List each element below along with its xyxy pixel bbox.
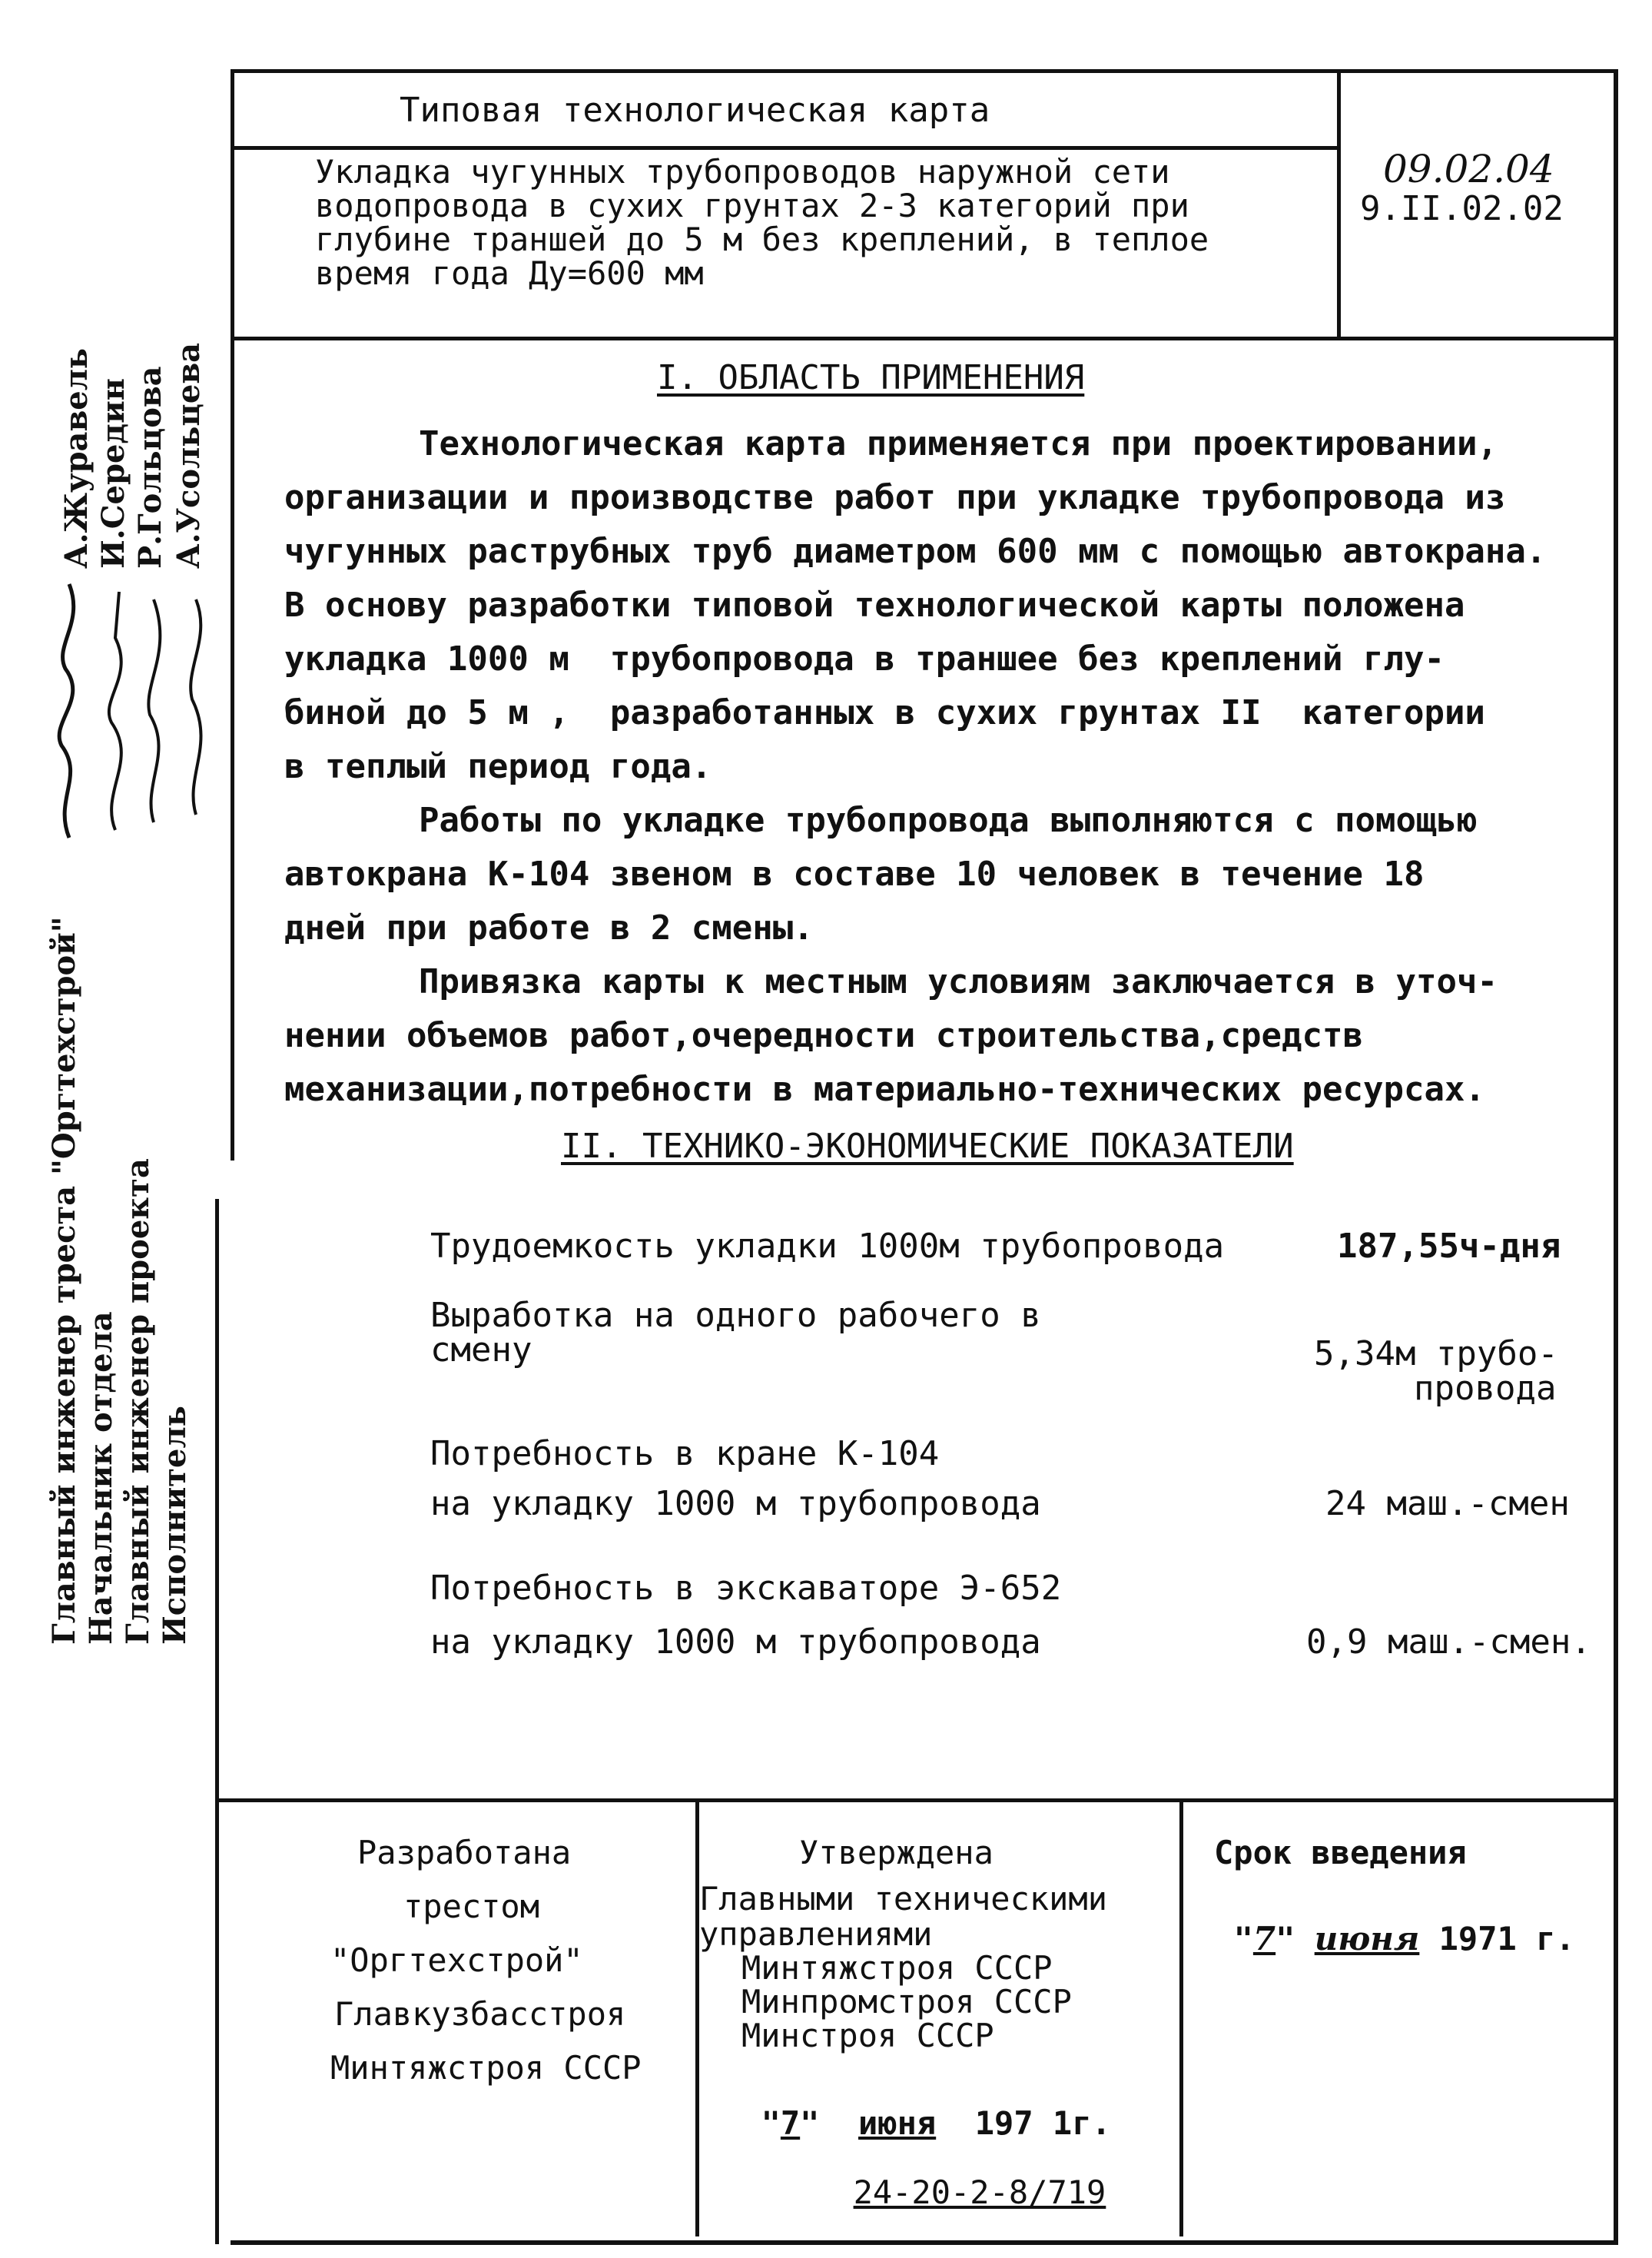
effective-date-year: 1971 г. <box>1438 1920 1575 1957</box>
signature-1-stroke <box>59 584 74 838</box>
frame-left-bottom <box>215 1199 219 2244</box>
frame-left-top <box>231 69 234 1161</box>
footer-top <box>215 1798 1614 1802</box>
approved-number <box>814 2144 1106 2209</box>
section2-heading: II. ТЕХНИКО-ЭКОНОМИЧЕСКИЕ ПОКАЗАТЕЛИ <box>561 1127 1294 1166</box>
effective-date <box>1195 1891 1575 1955</box>
section1-line-2: организации и производстве работ при укладке трубопровода из <box>284 478 1506 517</box>
effective-date-day: 7 <box>1252 1920 1276 1957</box>
approved-date-open-quote: " <box>761 2104 781 2142</box>
effective-date-gap <box>1419 1920 1438 1957</box>
indicator-value-1: 187,55ч-дня <box>1337 1227 1561 1266</box>
effective-label: Срок введения <box>1214 1834 1467 1871</box>
indicator-value-3: 24 маш.-смен <box>1325 1484 1570 1523</box>
subtitle-line-4: время года Ду=600 мм <box>315 254 704 292</box>
signature-title-4: Исполнитель <box>157 1406 193 1645</box>
signature-title-2: Начальник отдела <box>83 1311 119 1645</box>
approved-date-close-quote: " <box>800 2104 859 2142</box>
approved-line-4: Минтяжстроя СССР <box>741 1949 1053 1987</box>
signature-name-4: А.Усольцева <box>171 342 207 569</box>
signature-name-2: И.Середин <box>95 377 131 569</box>
effective-date-open-quote: " <box>1233 1920 1253 1957</box>
footer-divider-2 <box>1179 1798 1183 2236</box>
section1-line-4: В основу разработки типовой технологической карты положена <box>284 586 1465 625</box>
approved-line-3: управлениями <box>699 1915 933 1953</box>
footer-divider-1 <box>695 1798 699 2236</box>
indicator-label-2b: смену <box>430 1330 532 1370</box>
developed-line-5: Минтяжстроя СССР <box>330 2049 642 2087</box>
indicator-label-1: Трудоемкость укладки 1000м трубопровода <box>430 1227 1225 1266</box>
developed-line-4: Главкузбасстроя <box>334 1995 626 2033</box>
indicator-value-2a: 5,34м трубо- <box>1314 1334 1558 1373</box>
approved-line-1: Утверждена <box>799 1834 994 1871</box>
section1-line-13: механизации,потребности в материально-технических ресурсах. <box>284 1070 1485 1109</box>
indicator-label-2a: Выработка на одного рабочего в <box>430 1296 1041 1335</box>
effective-date-close-quote: " <box>1275 1920 1315 1957</box>
developed-line-2: трестом <box>403 1888 540 1925</box>
handwritten-signatures <box>46 569 223 845</box>
header-divider <box>231 146 1337 150</box>
signature-title-1: Главный инженер треста "Оргтехстрой" <box>46 916 82 1645</box>
card-title: Типовая технологическая карта <box>400 91 990 130</box>
section1-line-12: нении объемов работ,очередности строительства,средств <box>284 1016 1363 1055</box>
signature-4-stroke <box>191 599 201 815</box>
section1-line-5: укладка 1000 м трубопровода в траншее без креплений глу- <box>284 639 1445 679</box>
section1-line-8: Работы по укладке трубопровода выполняются с помощью <box>419 801 1478 840</box>
signature-3-stroke <box>148 599 160 822</box>
section1-line-6: биной до 5 м , разработанных в сухих грунтах II категории <box>284 693 1485 732</box>
section1-line-9: автокрана К-104 звеном в составе 10 человек в течение 18 <box>284 855 1425 894</box>
indicator-label-4b: на укладку 1000 м трубопровода <box>430 1622 1041 1662</box>
approved-line-6: Минстроя СССР <box>741 2017 994 2054</box>
section1-heading: I. ОБЛАСТЬ ПРИМЕНЕНИЯ <box>657 358 1085 397</box>
approved-date-gap <box>936 2104 975 2142</box>
indicator-label-3a: Потребность в кране К-104 <box>430 1434 940 1473</box>
approved-date <box>722 2075 1111 2140</box>
approved-line-5: Минпромстроя СССР <box>741 1983 1072 2021</box>
subtitle-line-2: водопровода в сухих грунтах 2-3 категорий при <box>315 187 1189 224</box>
approved-date-year: 197 1г. <box>974 2104 1111 2142</box>
section1-line-10: дней при работе в 2 смены. <box>284 908 814 948</box>
approved-date-day: 7 <box>780 2104 801 2142</box>
approved-number-value: 24-20-2-8/719 <box>853 2173 1106 2211</box>
section1-line-1: Технологическая карта применяется при проектировании, <box>419 424 1498 463</box>
developed-line-3: "Оргтехстрой" <box>330 1941 583 1979</box>
indicator-label-4a: Потребность в экскаваторе Э-652 <box>430 1569 1062 1608</box>
approved-line-2: Главными техническими <box>699 1880 1108 1918</box>
code-handwritten: 09.02.04 <box>1383 147 1554 191</box>
approved-date-month: июня <box>858 2104 937 2142</box>
section1-line-7: в теплый период года. <box>284 747 712 786</box>
subtitle-line-3: глубине траншей до 5 м без креплений, в теплое <box>315 221 1209 258</box>
section1-line-11: Привязка карты к местным условиям заключается в уточ- <box>419 962 1498 1001</box>
signature-name-3: Р.Гольцова <box>132 366 168 569</box>
indicator-value-2b: провода <box>1414 1369 1557 1408</box>
code-printed: 9.II.02.02 <box>1360 189 1564 228</box>
header-bottom <box>231 337 1614 340</box>
signature-title-3: Главный инженер проекта <box>120 1158 156 1645</box>
header-code-divider <box>1337 69 1341 338</box>
indicator-value-4: 0,9 маш.-смен. <box>1306 1622 1591 1662</box>
section1-line-3: чугунных раструбных труб диаметром 600 мм с помощью автокрана. <box>284 532 1547 571</box>
signature-name-1: А.Журавель <box>58 347 95 569</box>
signature-2-stroke <box>109 592 121 830</box>
subtitle-line-1: Укладка чугунных трубопроводов наружной сети <box>315 153 1170 191</box>
effective-date-month: июня <box>1314 1920 1420 1957</box>
developed-line-1: Разработана <box>357 1834 572 1871</box>
indicator-label-3b: на укладку 1000 м трубопровода <box>430 1484 1041 1523</box>
